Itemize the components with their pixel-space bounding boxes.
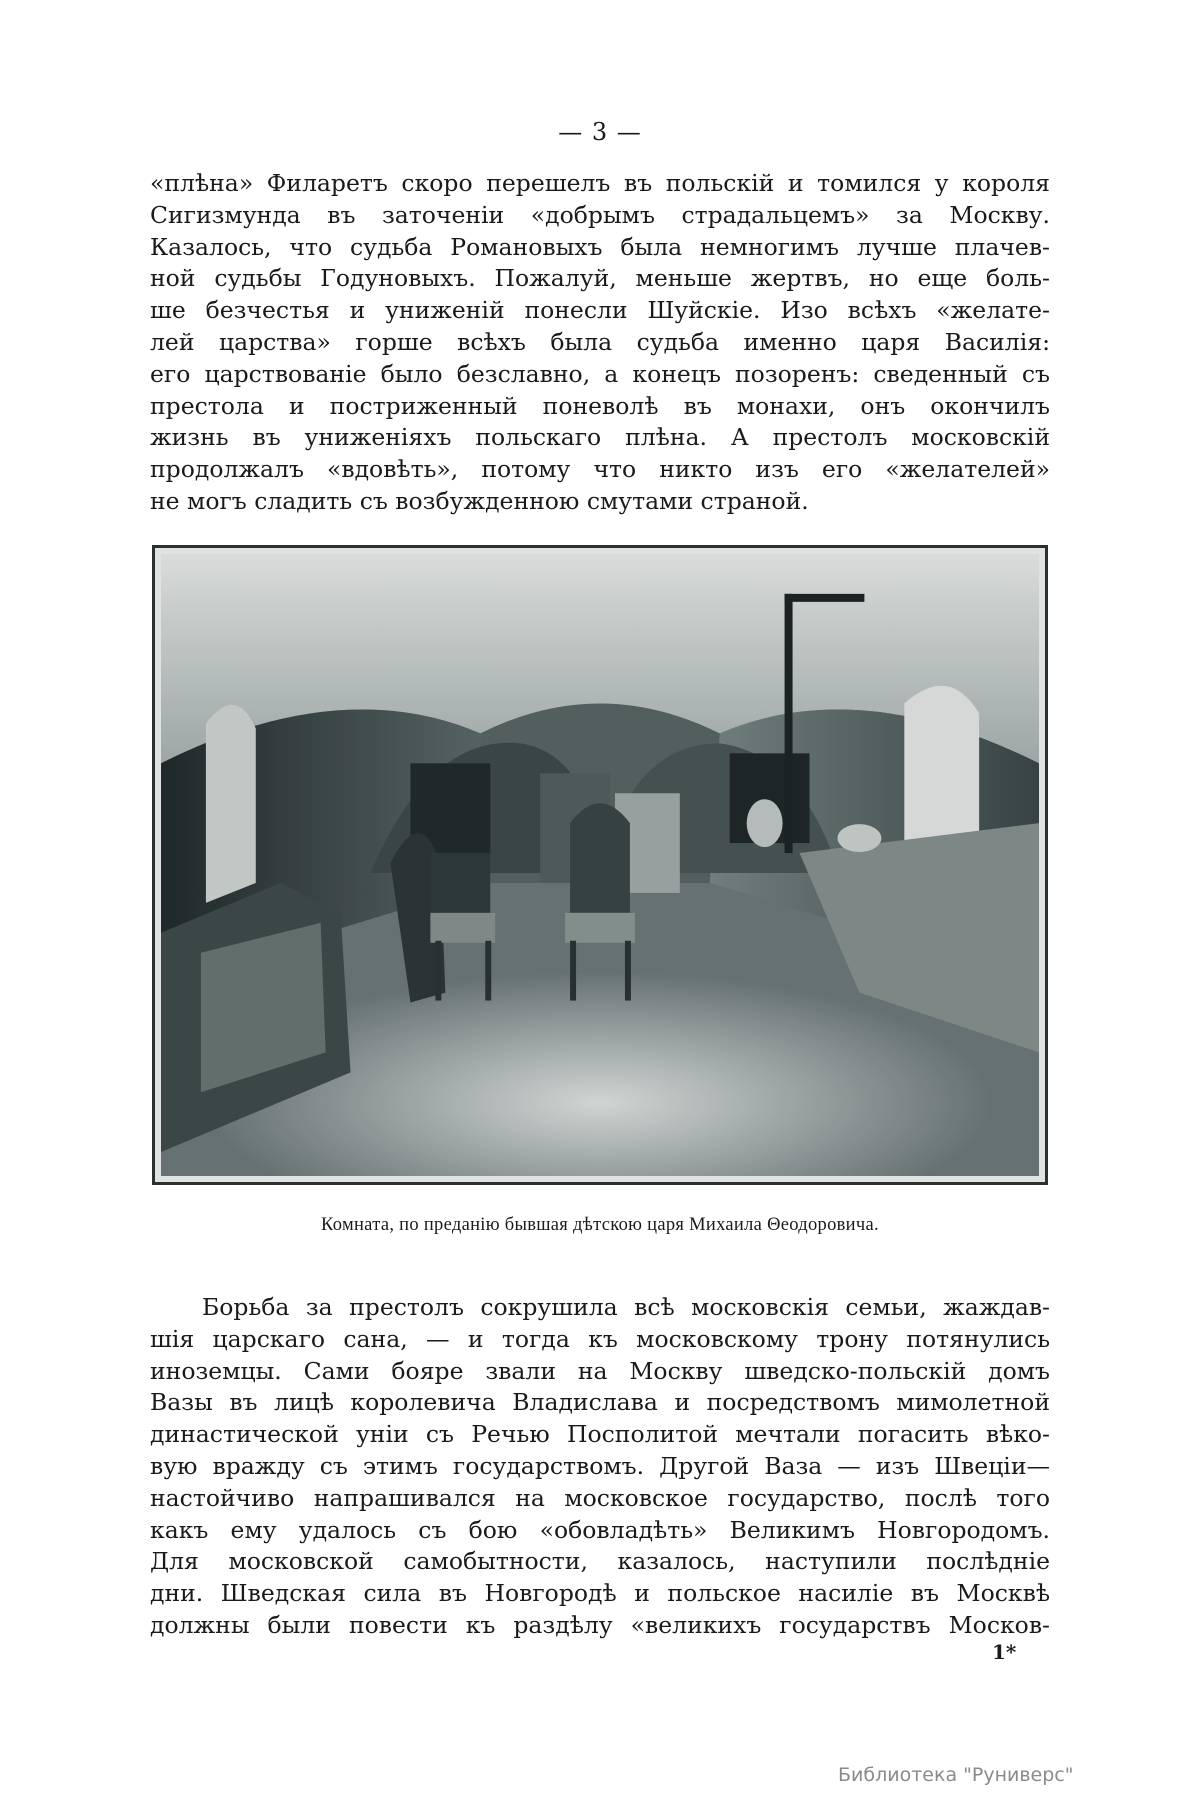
room-photograph xyxy=(152,545,1048,1185)
text-line: ной судьбы Годуновыхъ. Пожалуй, меньше жертвъ, но еще боль- xyxy=(150,264,1050,293)
paragraph-1 xyxy=(150,168,1050,518)
text-line: Сигизмунда въ заточеніи «добрымъ страдальцемъ» за Москву. xyxy=(150,200,1050,229)
text-line: династической уніи съ Речью Посполитой мечтали погасить вѣко- xyxy=(150,1420,1050,1449)
library-watermark: Библиотека "Руниверс" xyxy=(838,1764,1074,1786)
text-line: продолжалъ «вдовѣть», потому что никто изъ его «желателей» xyxy=(150,455,1050,484)
page-number: — 3 — xyxy=(558,118,642,146)
text-line: Для московской самобытности, казалось, наступили послѣдніе xyxy=(150,1547,1050,1576)
text-line: иноземцы. Сами бояре звали на Москву шведско-польскій домъ xyxy=(150,1356,1050,1385)
text-line: Борьба за престолъ сокрушила всѣ московскія семьи, жаждав- xyxy=(202,1293,1050,1321)
text-line: настойчиво напрашивался на московское государство, послѣ того xyxy=(150,1483,1050,1512)
text-line: престола и постриженный поневолѣ въ монахи, онъ окончилъ xyxy=(150,391,1050,420)
text-line: какъ ему удалось съ бою «обовладѣть» Великимъ Новгородомъ. xyxy=(150,1515,1050,1544)
text-line: не могъ сладить съ возбужденною смутами страной. xyxy=(150,486,809,515)
text-line: ше безчестья и униженій понесли Шуйскіе. Изо всѣхъ «желате- xyxy=(150,296,1050,325)
paragraph-2 xyxy=(150,1292,1050,1642)
figure-caption: Комната, по преданію бывшая дѣтскою царя Михаила Θеодоровича. xyxy=(321,1215,879,1235)
signature-mark: 1* xyxy=(992,1640,1017,1664)
text-line: Казалось, что судьба Романовыхъ была немногимъ лучше плачев- xyxy=(150,232,1050,261)
text-line: жизнь въ униженіяхъ польскаго плѣна. А престолъ московскій xyxy=(150,423,1050,452)
vaulted-room-illustration xyxy=(161,554,1039,1176)
text-line: «плѣна» Филаретъ скоро перешелъ въ польскій и томился у короля xyxy=(150,169,1050,197)
text-line: должны были повести къ раздѣлу «великихъ государствъ Москов- xyxy=(150,1610,1050,1639)
text-line: шія царскаго сана, — и тогда къ московскому трону потянулись xyxy=(150,1324,1050,1353)
text-line: вую вражду съ этимъ государствомъ. Другой Ваза — изъ Швеціи— xyxy=(150,1451,1050,1480)
text-line: дни. Шведская сила въ Новгородѣ и польское насиліе въ Москвѣ xyxy=(150,1579,1050,1608)
text-line: Вазы въ лицѣ королевича Владислава и посредствомъ мимолетной xyxy=(150,1388,1050,1417)
text-line: лей царства» горше всѣхъ была судьба именно царя Василія: xyxy=(150,327,1050,356)
text-line: его царствованіе было безславно, а конецъ позоренъ: сведенный съ xyxy=(150,359,1050,388)
